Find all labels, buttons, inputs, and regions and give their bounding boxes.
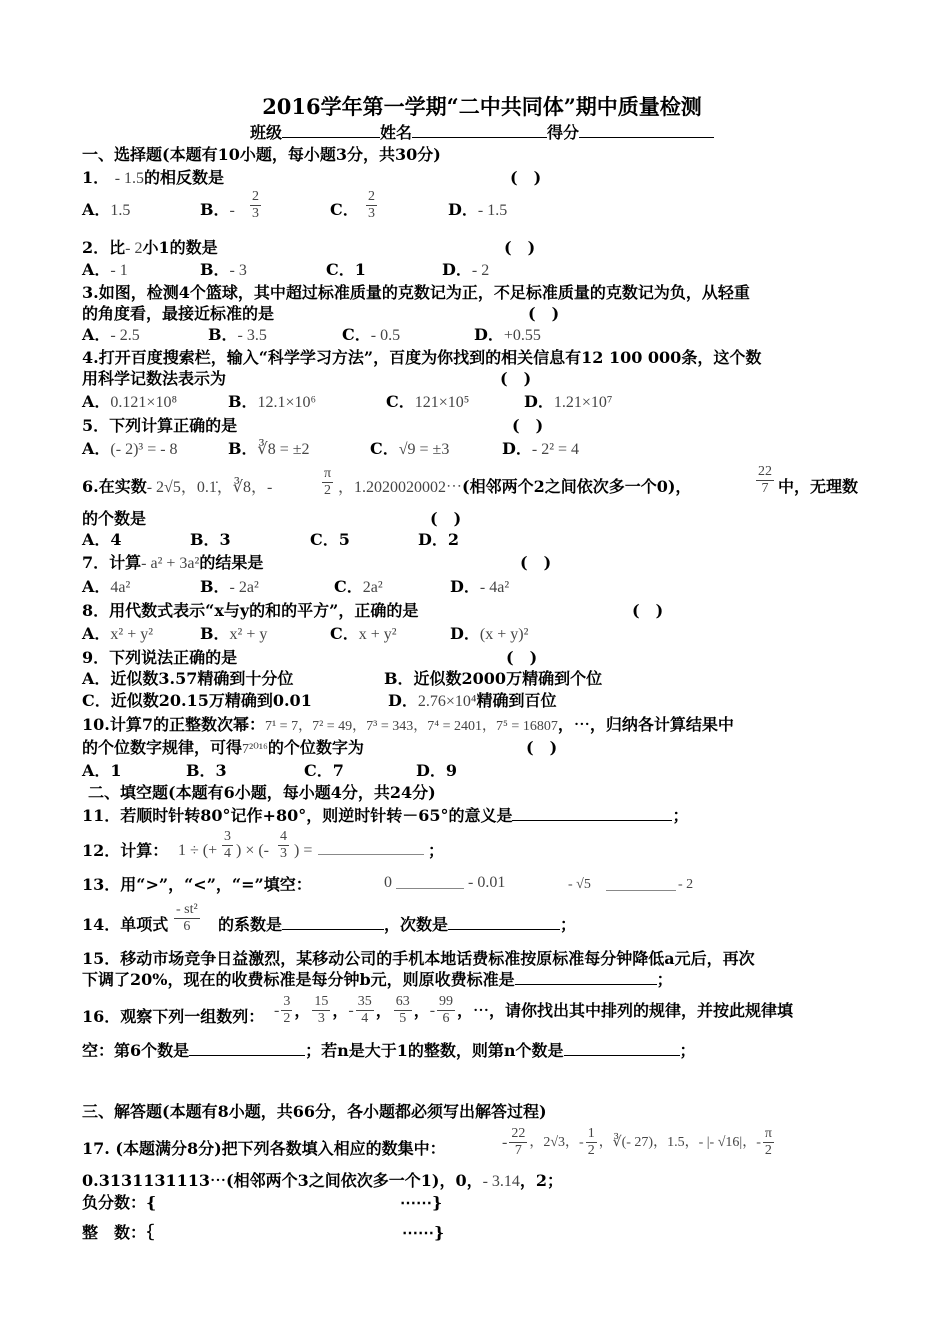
q5-number: 5． — [82, 416, 110, 435]
q4-answer-bracket[interactable]: ( ) — [500, 369, 532, 388]
q8-option-a-label: A． — [82, 624, 111, 643]
q7-options — [82, 574, 882, 598]
q9-option-d-math: 2.76×10⁴ — [417, 693, 477, 710]
q15-end: ； — [656, 970, 673, 989]
class-field[interactable] — [282, 123, 380, 138]
q15-stem-line2: 下调了20%，现在的收费标准是每分钟b元，则原收费标准是 — [82, 970, 515, 989]
q10-number: 10. — [82, 715, 110, 734]
q3-option-c-value: - 0.5 — [370, 327, 401, 344]
q6-option-c-value: 5 — [338, 530, 350, 549]
q3-option-d-label: D． — [474, 325, 504, 344]
q9-option-c-label: C． — [82, 691, 111, 710]
q9-option-a-value: 近似数3.57精确到十分位 — [110, 669, 294, 688]
integer-set — [82, 1222, 882, 1246]
q3-option-b-label: B． — [208, 325, 238, 344]
fraction-denominator: 4 — [224, 846, 231, 861]
q9-options-row-1 — [82, 668, 882, 690]
q10-answer-bracket[interactable]: ( ) — [526, 738, 558, 757]
question-8 — [82, 600, 882, 621]
seq-term-4 — [394, 994, 412, 1027]
q14-monomial — [174, 902, 200, 935]
integer-label: 整 数：｛ — [82, 1223, 155, 1242]
fraction-denominator: 2 — [324, 483, 332, 498]
q9-option-d-label: D． — [388, 691, 418, 710]
q7-option-b-label: B． — [200, 577, 230, 596]
q17-line2-math: - 3.14 — [482, 1173, 520, 1190]
question-6 — [82, 464, 882, 508]
q6-option-c-label: C． — [310, 530, 339, 549]
fraction-denominator: 6 — [442, 1011, 450, 1026]
q17-stem: 17. (本题满分8分)把下列各数填入相应的数集中： — [82, 1139, 446, 1158]
q8-option-c-value: x + y² — [358, 626, 397, 643]
q5-option-c-label: C． — [370, 439, 399, 458]
question-3 — [82, 282, 882, 303]
q2-option-d-value: - 2 — [471, 262, 490, 279]
q4-stem: 打开百度搜索栏，输入“科学学习方法”，百度为你找到的相关信息有12 100 000条，这个数 — [98, 348, 762, 367]
q4-option-a-label: A． — [82, 392, 111, 411]
q12-fraction-1 — [222, 829, 233, 862]
q4-options — [82, 389, 882, 413]
fraction-denominator: 7 — [514, 1143, 522, 1158]
fraction-denominator: 2 — [764, 1143, 772, 1158]
q12-math-c: ) = — [294, 842, 313, 859]
q3-number: 3. — [82, 283, 99, 302]
q16-mid: ，⋯，请你找出其中排列的规律，并按此规律填 — [457, 1001, 794, 1020]
q9-option-b-label: B． — [384, 669, 414, 688]
q6-option-a-label: A． — [82, 530, 111, 549]
q2-option-c-label: C． — [326, 260, 355, 279]
q2-option-a-value: - 1 — [110, 262, 128, 279]
seq-term-2 — [312, 994, 330, 1027]
q6-option-d-value: 2 — [447, 530, 460, 549]
q12-fraction-2 — [278, 829, 289, 862]
question-15: 15．移动市场竞争日益激烈，某移动公司的手机本地话费标准按原标准每分钟降低a元后，再次 — [82, 949, 755, 968]
q1-option-a-value: 1.5 — [110, 202, 131, 219]
q1-option-a-label: A． — [82, 200, 111, 219]
q4-option-a-value: 0.121×10⁸ — [110, 394, 178, 411]
fraction-numerator: 63 — [395, 994, 410, 1009]
q13-b-left: - √5 — [568, 877, 591, 892]
q5-option-d-value: - 2² = 4 — [531, 441, 580, 458]
q5-option-d-label: D． — [502, 439, 532, 458]
fraction-numerator: π — [324, 466, 332, 481]
q1-option-b-label: B． — [200, 200, 230, 219]
q10-stem2-pre: 的个位数字规律，可得 — [82, 738, 243, 757]
q6-stem-pre: 在实数 — [98, 477, 147, 496]
section-3-heading: 三、解答题(本题有8小题，共66分，各小题都必须写出解答过程) — [82, 1102, 547, 1121]
q7-option-d-label: D． — [450, 577, 480, 596]
question-17 — [82, 1126, 882, 1170]
q8-option-b-label: B． — [200, 624, 230, 643]
page-title: 2016学年第一学期“二中共同体”期中质量检测 — [262, 94, 702, 119]
fraction-denominator: 5 — [399, 1011, 407, 1026]
fraction-denominator: 3 — [280, 846, 287, 861]
q16-sequence: - $\frac{3}{2}$ ， $\frac{15}{3}$ ， - $\frac{35}{4}$ ， $\frac{63}{5}$ ， - $\frac{99}{6}$ ，⋯，请你找出其中排列的规律，并按此规律填 — [274, 994, 794, 1026]
q17-line2: 0.3131131113⋯(相邻两个3之间依次多一个1)，0， — [82, 1171, 483, 1190]
q12-stem: 12．计算： — [82, 841, 169, 860]
q6-stem-line2: 的个数是 — [82, 509, 147, 528]
q16-blank-nth[interactable] — [564, 1041, 680, 1056]
question-2 — [82, 237, 882, 259]
q1-option-b-fraction — [250, 189, 261, 222]
q1-options — [82, 189, 882, 229]
negative-fraction-close: ⋯⋯} — [400, 1193, 443, 1212]
q5-option-a-label: A． — [82, 439, 111, 458]
fraction-denominator: 6 — [183, 919, 191, 934]
q14-coef-label: 的系数是 — [218, 915, 283, 934]
q1-number: 1． — [82, 168, 110, 187]
q2-options — [82, 259, 882, 280]
q13-b-blank[interactable] — [606, 876, 676, 891]
q3-answer-bracket[interactable]: ( ) — [528, 304, 560, 323]
q9-option-a-label: A． — [82, 669, 111, 688]
q7-option-a-label: A． — [82, 577, 111, 596]
q7-stem: 的结果是 — [199, 553, 264, 572]
q8-option-b-value: x² + y — [229, 626, 268, 643]
question-15-line2 — [82, 969, 882, 990]
q7-number: 7． — [82, 553, 110, 572]
fraction-numerator: 22 — [758, 464, 772, 479]
q1-option-b-sign: - — [229, 202, 235, 219]
q6-answer-bracket[interactable]: ( ) — [430, 509, 462, 528]
q2-option-d-label: D． — [442, 260, 472, 279]
q13-a-left: 0 — [384, 874, 392, 891]
q3-option-b-value: - 3.5 — [237, 327, 267, 344]
q11-stem: 11．若顺时针转80°记作+80°，则逆时针转－65°的意义是 — [82, 806, 513, 825]
q6-option-d-label: D． — [418, 530, 448, 549]
q3-option-d-value: +0.55 — [503, 327, 541, 344]
seq-sign: - — [429, 1002, 436, 1019]
q3-option-a-label: A． — [82, 325, 111, 344]
q6-math: - 2√5，0.1̇，∛8，- — [146, 479, 273, 496]
q10-option-a-value: 1 — [110, 761, 122, 780]
q2-stem: 小1的数是 — [142, 238, 218, 257]
q2-option-b-label: B． — [200, 260, 230, 279]
question-3-line2 — [82, 303, 882, 324]
q10-stem-line2: 的个位数字为 — [267, 738, 364, 757]
q6-22-7-fraction — [756, 464, 774, 497]
q2-option-a-label: A． — [82, 260, 111, 279]
fraction-denominator: 2 — [283, 1011, 291, 1026]
q7-option-c-value: 2a² — [362, 579, 383, 596]
q6-math-2: ，1.2020020002⋯ — [338, 479, 463, 496]
q13-stem: 13．用“>”，“<”，“=”填空： — [82, 875, 312, 894]
q16-blank-6th[interactable] — [189, 1041, 305, 1056]
score-field[interactable] — [579, 123, 714, 138]
q14-end: ； — [560, 915, 577, 934]
q3-option-c-label: C． — [342, 325, 371, 344]
q6-stem-end: 中，无理数 — [778, 477, 859, 496]
q6-options — [82, 529, 882, 550]
q3-option-a-value: - 2.5 — [110, 327, 140, 344]
q6-stem: (相邻两个2之间依次多一个0)， — [462, 477, 692, 496]
q7-option-d-value: - 4a² — [479, 579, 510, 596]
q8-option-d-label: D． — [450, 624, 480, 643]
question-14 — [82, 900, 882, 944]
q5-option-b-value: ∛8 = ±2 — [257, 441, 310, 458]
q4-option-b-value: 12.1×10⁶ — [257, 394, 317, 411]
q1-stem: 的相反数是 — [144, 168, 225, 187]
fraction-numerator: 3 — [283, 994, 291, 1009]
name-label: 姓名 — [379, 123, 412, 142]
q9-option-b-value: 近似数2000万精确到个位 — [413, 669, 603, 688]
q7-option-c-label: C． — [334, 577, 363, 596]
fraction-numerator: 22 — [511, 1126, 526, 1141]
q8-number: 8． — [82, 601, 110, 620]
name-field[interactable] — [412, 123, 547, 138]
negative-fraction-set — [82, 1192, 882, 1216]
q17-line2-end: ，2； — [519, 1171, 564, 1190]
q16-line2-a: 空：第6个数是 — [82, 1041, 190, 1060]
q10-option-c-label: C． — [304, 761, 333, 780]
q5-stem: 下列计算正确的是 — [109, 416, 238, 435]
q12-math-a: 1 ÷ (+ — [178, 842, 218, 859]
q1-option-c-fraction — [366, 189, 377, 222]
section-2-heading: 二、填空题(本题有6小题，每小题4分，共24分) — [88, 783, 436, 802]
fraction-denominator: 4 — [361, 1011, 369, 1026]
q14-stem: 14．单项式 — [82, 915, 169, 934]
q8-options — [82, 621, 882, 645]
fraction-denominator: 3 — [252, 206, 259, 221]
student-info-row — [82, 122, 882, 143]
q2-answer-bracket[interactable]: ( ) — [504, 238, 536, 257]
fraction-numerator: 4 — [280, 829, 287, 844]
q4-stem-line2: 用科学记数法表示为 — [82, 369, 227, 388]
question-4 — [82, 347, 882, 368]
q5-option-a-value: (- 2)³ = - 8 — [110, 441, 178, 458]
q8-option-c-label: C． — [330, 624, 359, 643]
q1-option-c-label: C． — [330, 200, 359, 219]
q17-frac-pi-2 — [763, 1126, 774, 1159]
fraction-denominator: 3 — [317, 1011, 325, 1026]
q17-number-list: - $\frac{22}{7}$ ，2√3，- $\frac{1}{2}$ ，∛(- 27)，1.5，- |- √16|，- $\frac{\pi}{2}$ — [502, 1126, 772, 1158]
q3-stem-line2: 的角度看，最接近标准的是 — [82, 304, 275, 323]
fraction-numerator: π — [764, 1126, 772, 1141]
q9-stem: 下列说法正确的是 — [109, 648, 238, 667]
q9-option-d-text: 精确到百位 — [476, 691, 557, 710]
q10-stem: ，⋯，归纳各计算结果中 — [557, 715, 734, 734]
q1-answer-bracket[interactable]: ( ) — [510, 168, 542, 187]
q8-option-d-value: (x + y)² — [479, 626, 529, 643]
fraction-numerator: 99 — [439, 994, 454, 1009]
q8-option-a-value: x² + y² — [110, 626, 154, 643]
question-12 — [82, 828, 882, 870]
question-7 — [82, 552, 882, 574]
q4-option-c-value: 121×10⁵ — [414, 394, 470, 411]
q2-option-b-value: - 3 — [229, 262, 247, 279]
q13-a-right: - 0.01 — [468, 874, 506, 891]
q5-answer-bracket[interactable]: ( ) — [512, 416, 544, 435]
question-13 — [82, 870, 882, 898]
fraction-denominator: 7 — [761, 481, 769, 496]
q10-math: 7¹ = 7，7² = 49，7³ = 343，7⁴ = 2401，7⁵ = 16807 — [264, 719, 558, 734]
seq-term-5 — [437, 994, 455, 1027]
q4-option-c-label: C． — [386, 392, 415, 411]
integer-close: ⋯⋯} — [402, 1223, 445, 1242]
q4-number: 4. — [82, 348, 99, 367]
q10-option-d-value: 9 — [445, 761, 458, 780]
question-11 — [82, 805, 882, 826]
question-5 — [82, 415, 882, 436]
q16-stem: 16．观察下列一组数列： — [82, 1007, 265, 1026]
q14-degree-label: ，次数是 — [384, 915, 449, 934]
q12-end: ； — [428, 841, 445, 860]
negative-fraction-label: 负分数：{ — [82, 1193, 157, 1212]
q13-a-blank[interactable] — [396, 874, 464, 889]
q2-number: 2． — [82, 238, 110, 257]
q1-option-d-label: D． — [448, 200, 478, 219]
question-16-line2 — [82, 1040, 882, 1061]
q10-options — [82, 760, 882, 781]
seq-sign: - — [274, 1002, 280, 1019]
q15-blank[interactable] — [515, 970, 657, 985]
question-17-line2 — [82, 1170, 882, 1192]
question-4-line2 — [82, 368, 882, 389]
question-6-line2 — [82, 508, 882, 529]
q5-option-c-value: √9 = ±3 — [398, 441, 450, 458]
fraction-denominator: 3 — [368, 206, 375, 221]
q1-math: - 1.5 — [114, 170, 145, 187]
q9-option-c-value: 近似数20.15万精确到0.01 — [110, 691, 312, 710]
q9-answer-bracket[interactable]: ( ) — [506, 648, 538, 667]
q5-option-b-label: B． — [228, 439, 258, 458]
q9-number: 9． — [82, 648, 110, 667]
q4-option-b-label: B． — [228, 392, 258, 411]
q6-option-b-label: B． — [190, 530, 220, 549]
q7-option-a-value: 4a² — [110, 579, 131, 596]
section-1-heading: 一、选择题(本题有10小题，每小题3分，共30分) — [82, 145, 441, 164]
q5-options — [82, 436, 882, 460]
fraction-numerator: 2 — [252, 189, 259, 204]
q4-option-d-value: 1.21×10⁷ — [553, 394, 613, 411]
q7-answer-bracket[interactable]: ( ) — [520, 553, 552, 572]
q6-option-b-value: 3 — [219, 530, 231, 549]
q4-option-d-label: D． — [524, 392, 554, 411]
q10-option-b-value: 3 — [215, 761, 227, 780]
q8-answer-bracket[interactable]: ( ) — [632, 601, 664, 620]
q11-end: ； — [672, 806, 689, 825]
q17-frac-1-2: $\frac{1}{2}$ — [587, 1126, 595, 1158]
q17-frac-22-7 — [509, 1126, 527, 1159]
q12-blank[interactable] — [318, 840, 424, 855]
q7-stem-pre: 计算 — [109, 553, 142, 572]
q3-stem: 如图，检测4个篮球，其中超过标准质量的克数记为正，不足标准质量的克数记为负，从轻重 — [98, 283, 750, 302]
q1-option-d-value: - 1.5 — [477, 202, 508, 219]
fraction-numerator: 3 — [224, 829, 231, 844]
question-1 — [82, 167, 882, 189]
seq-term-3 — [356, 994, 374, 1027]
fraction-numerator: - st² — [176, 902, 198, 917]
seq-term-1 — [281, 994, 292, 1027]
q6-number: 6. — [82, 477, 99, 496]
q14-coef-blank[interactable] — [282, 915, 384, 930]
question-10-line2 — [82, 737, 882, 760]
fraction-numerator: 2 — [368, 189, 375, 204]
q14-degree-blank[interactable] — [448, 915, 560, 930]
question-9 — [82, 647, 882, 668]
q9-options-row-2 — [82, 690, 882, 712]
fraction-numerator: 35 — [357, 994, 372, 1009]
q16-line2-b: ；若n是大于1的整数，则第n个数是 — [305, 1041, 564, 1060]
q13-b-right: - 2 — [678, 877, 694, 892]
q10-option-a-label: A． — [82, 761, 111, 780]
q7-math: - a² + 3a² — [141, 555, 200, 572]
q11-blank[interactable] — [512, 806, 672, 821]
q16-end: ； — [679, 1041, 696, 1060]
q10-option-b-label: B． — [186, 761, 216, 780]
q10-stem-pre: 计算7的正整数次幂： — [109, 715, 265, 734]
q8-stem: 用代数式表示“x与y的和的平方”，正确的是 — [109, 601, 419, 620]
q10-stem2-math: 7²⁰¹⁶ — [242, 742, 268, 757]
q10-option-c-value: 7 — [332, 761, 344, 780]
q3-options — [82, 324, 882, 345]
score-label: 得分 — [547, 123, 580, 142]
q10-option-d-label: D． — [416, 761, 446, 780]
fraction-numerator: 15 — [314, 994, 329, 1009]
q2-stem-pre: 比 — [109, 238, 126, 257]
q2-option-c-value: 1 — [354, 260, 366, 279]
q2-math: - 2 — [125, 240, 143, 257]
seq-sign: - — [348, 1002, 354, 1019]
question-10 — [82, 714, 882, 737]
class-label: 班级 — [249, 123, 282, 142]
question-16 — [82, 994, 882, 1038]
q6-option-a-value: 4 — [110, 530, 122, 549]
q12-math-b: ) × (- — [236, 842, 270, 859]
q7-option-b-value: - 2a² — [229, 579, 259, 596]
q6-pi-fraction — [322, 466, 333, 499]
exam-page — [82, 92, 882, 1246]
